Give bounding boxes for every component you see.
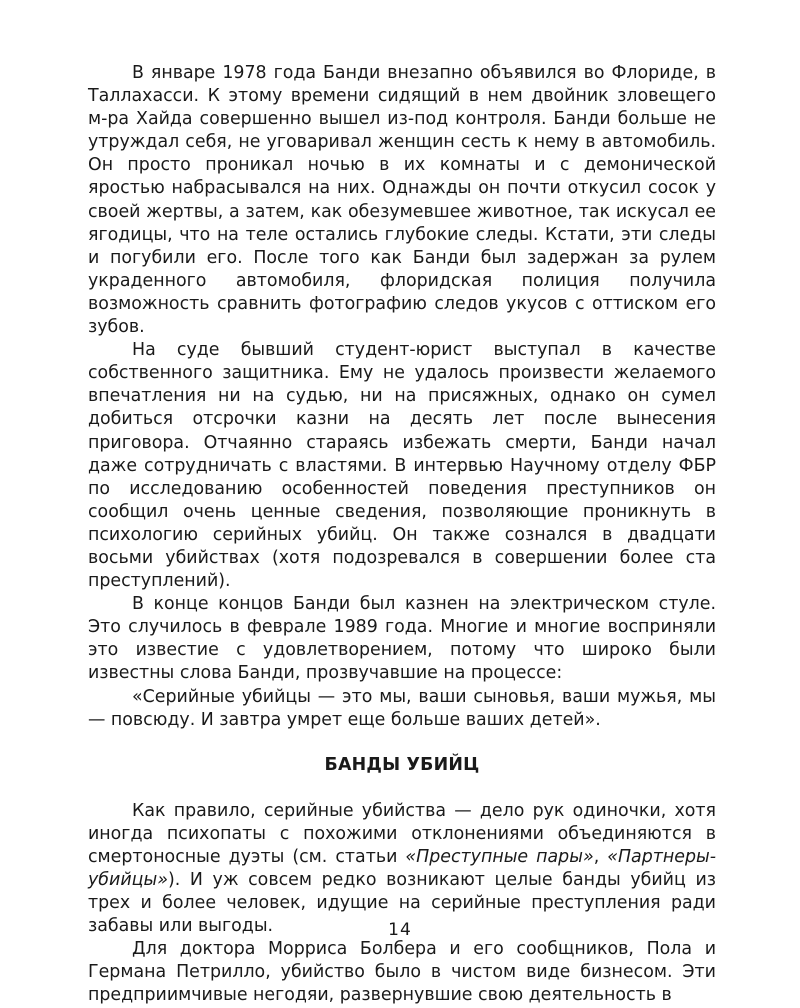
paragraph-bundy-trial: На суде бывший студент-юрист выступал в качестве собственного защитника. Ему не удалось произвести желаемого впечатления ни на судью, ни на присяжных, однако он сумел добиться отсрочки казни на десять лет после вынесения приговора. Отчаянно стараясь избежать смерти, Банди начал даже сотрудничать с властями. В интервью Научному отделу ФБР по исследованию особенностей поведения преступников он сообщил очень ценные сведения, позволяющие проникнуть в психологию серийных убийц. Он также сознался в двадцати восьми убийствах (хотя подозревался в совершении более ста преступлений).	[88, 340, 716, 592]
paragraph-gangs-intro-text: Как правило, серийные убийства — дело рук одиночки, хотя иногда психопаты с похожими отклонениями объединяются в смертоносные дуэты (см. статьи	[88, 800, 716, 867]
page-number: 14	[388, 920, 412, 940]
paragraph-gangs-intro-tail: ). И уж совсем редко возникают целые банды убийц из трех и более человек, идущие на серийные преступления ради забавы или выгоды.	[88, 870, 716, 937]
paragraph-gangs-intro	[88, 800, 716, 939]
paragraph-bundy-florida: В январе 1978 года Банди внезапно объявился во Флориде, в Таллахасси. К этому времени сидящий в нем двойник зловещего м-ра Хайда совершенно вышел из-под контроля. Банди больше не утруждал себя, не уговаривал женщин сесть к нему в автомобиль. Он просто проникал ночью в их комнаты и с демонической яростью набрасывался на них. Однажды он почти откусил сосок у своей жертвы, а затем, как обезумевшее животное, так искусал ее ягодицы, что на теле остались глубокие следы. Кстати, эти следы и погубили его. После того как Банди был задержан за рулем украденного автомобиля, флоридская полиция получила возможность сравнить фотографию следов укусов с оттиском его зубов.	[88, 63, 716, 338]
cross-reference-separator: ,	[593, 846, 608, 867]
paragraph-bolber: Для доктора Морриса Болбера и его сообщников, Пола и Германа Петрилло, убийство было в чистом виде бизнесом. Эти предприимчивые негодяи, развернувшие свою деятельность в	[88, 939, 716, 1006]
cross-reference-criminal-pairs: «Преступные пары»	[405, 846, 594, 867]
section-heading: БАНДЫ УБИЙЦ	[324, 754, 480, 775]
paragraph-bundy-quote: «Серийные убийцы — это мы, ваши сыновья, ваши мужья, мы — повсюду. И завтра умрет еще больше ваших детей».	[88, 686, 716, 730]
cross-reference-partner-killers: «Партнеры-убийцы»	[88, 846, 717, 890]
page-body	[88, 62, 716, 1008]
paragraph-bundy-execution: В конце концов Банди был казнен на электрическом стуле. Это случилось в феврале 1989 года. Многие и многие восприняли это известие с удовлетворением, потому что широко были известны слова Банди, прозвучавшие на процессе:	[88, 594, 716, 684]
